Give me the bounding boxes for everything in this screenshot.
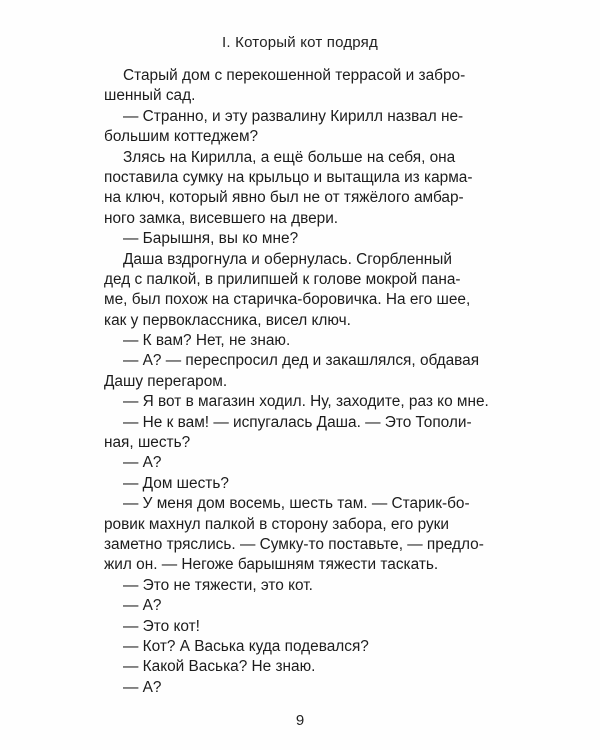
text-line: заметно тряслись. — Сумку-то поставьте, — предло-: [104, 535, 484, 553]
running-head: I. Который кот подряд: [222, 34, 378, 51]
text-line: ровик махнул палкой в сторону забора, его руки: [104, 515, 449, 533]
body-text: [104, 66, 497, 698]
text-line: шенный сад.: [104, 87, 196, 105]
text-line: — Какой Васька? Не знаю.: [123, 658, 316, 676]
text-line: — Не к вам! — испугалась Даша. — Это Тополи-: [123, 413, 472, 431]
text-line: поставила сумку на крыльцо и вытащила из карма-: [104, 168, 473, 186]
text-line: ная, шесть?: [104, 434, 191, 452]
text-line: — К вам? Нет, не знаю.: [123, 332, 291, 350]
text-line: — Это кот!: [123, 617, 200, 635]
text-line: Даша вздрогнула и обернулась. Сгорбленный: [123, 250, 452, 268]
text-line: — Я вот в магазин ходил. Ну, заходите, раз ко мне.: [123, 393, 489, 411]
text-line: дед с палкой, в прилипшей к голове мокрой пана-: [104, 270, 461, 288]
text-line: как у первоклассника, висел ключ.: [104, 311, 351, 329]
text-line: Дашу перегаром.: [104, 372, 228, 390]
text-line: — Кот? А Васька куда подевался?: [123, 637, 369, 655]
text-line: жил он. — Негоже барышням тяжести таскать.: [104, 556, 439, 574]
text-line: Злясь на Кирилла, а ещё больше на себя, она: [123, 148, 456, 166]
text-line: на ключ, который явно был не от тяжёлого амбар-: [104, 189, 464, 207]
text-line: — Это не тяжести, это кот.: [123, 576, 313, 594]
text-line: — А?: [123, 678, 162, 696]
text-line: — У меня дом восемь, шесть там. — Старик-бо-: [123, 495, 470, 513]
text-line: — А?: [123, 597, 162, 615]
text-line: большим коттеджем?: [104, 128, 259, 146]
page-number: 9: [295, 712, 305, 729]
text-line: — Странно, и эту развалину Кирилл назвал не-: [123, 107, 464, 125]
text-line: — А?: [123, 454, 162, 472]
text-line: — Барышня, вы ко мне?: [123, 230, 299, 248]
text-line: Старый дом с перекошенной террасой и забро-: [123, 67, 466, 84]
text-line: ного замка, висевшего на двери.: [104, 209, 339, 227]
text-line: ме, был похож на старичка-боровичка. На его шее,: [104, 291, 471, 309]
text-line: — Дом шесть?: [123, 474, 229, 492]
text-line: — А? — переспросил дед и закашлялся, обдавая: [123, 352, 480, 370]
